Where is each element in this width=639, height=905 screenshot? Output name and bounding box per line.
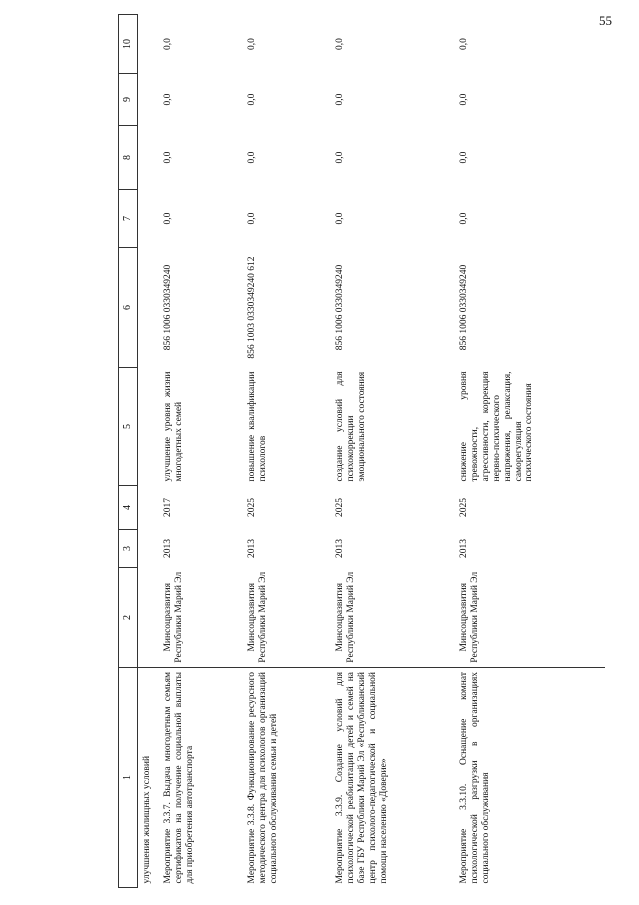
- value-col-9: 0,0: [246, 93, 257, 106]
- start-year: 2013: [458, 539, 469, 558]
- table-row: [243, 15, 331, 888]
- column-number-row: [119, 15, 138, 888]
- column-header: 5: [119, 368, 138, 486]
- value-col-8: 0,0: [334, 151, 345, 164]
- value-col-9: 0,0: [458, 93, 469, 106]
- end-year: 2025: [334, 498, 345, 517]
- program-table: [118, 14, 605, 888]
- value-col-10: 0,0: [334, 38, 345, 50]
- executor: Минсоцразвития Республики Марий Эл: [334, 571, 356, 663]
- end-year: 2025: [246, 498, 257, 517]
- measure-name: Мероприятие 3.3.7. Выдача многодетным семьям сертификатов на получение социальной выплаты для приобретения автотранспорта: [159, 668, 243, 888]
- start-year: 2013: [334, 539, 345, 558]
- measure-name: Мероприятие 3.3.10. Оснащение комнат психологической разгрузки в организациях социального обслуживания: [455, 668, 605, 888]
- value-col-7: 0,0: [334, 212, 345, 225]
- column-header: 1: [119, 668, 138, 888]
- value-col-7: 0,0: [458, 212, 469, 225]
- budget-code: 856 1006 0330349240: [334, 264, 345, 351]
- executor: Минсоцразвития Республики Марий Эл: [246, 571, 268, 663]
- column-header: 8: [119, 126, 138, 190]
- end-year: 2017: [162, 498, 173, 517]
- page-number: 55: [599, 13, 612, 28]
- column-header: 3: [119, 530, 138, 568]
- value-col-10: 0,0: [162, 38, 173, 50]
- start-year: 2013: [162, 539, 173, 558]
- value-col-7: 0,0: [246, 212, 257, 225]
- value-col-7: 0,0: [162, 212, 173, 225]
- budget-code: 856 1003 0330349240 612: [246, 256, 257, 359]
- column-header: 10: [119, 15, 138, 74]
- expected-result: повышение квалификации психологов: [246, 371, 268, 482]
- value-col-10: 0,0: [458, 38, 469, 50]
- column-header: 6: [119, 248, 138, 368]
- budget-code: 856 1006 0330349240: [162, 264, 173, 351]
- executor: Минсоцразвития Республики Марий Эл: [162, 571, 184, 663]
- end-year: 2025: [458, 498, 469, 517]
- continuation-row: [138, 15, 159, 888]
- start-year: 2013: [246, 539, 257, 558]
- rotated-table-container: [118, 15, 621, 888]
- column-header: 2: [119, 568, 138, 668]
- table-row: [159, 15, 243, 888]
- expected-result: создание условий для психокоррекции эмоционального состояния: [334, 371, 367, 482]
- value-col-9: 0,0: [334, 93, 345, 106]
- continuation-text: улучшения жилищных условий: [138, 668, 159, 888]
- measure-name: Мероприятие 3.3.9. Создание условий для психологической реабилитации детей и семей на базе ГБУ Республики Марий Эл «Республиканский центр психолого-педагогической и социальной помощи населению «Доверие»: [331, 668, 455, 888]
- value-col-8: 0,0: [246, 151, 257, 164]
- value-col-10: 0,0: [246, 38, 257, 50]
- table-row: [331, 15, 455, 888]
- measure-name: Мероприятие 3.3.8. Функционирование ресурсного методического центра для психологов организаций социального обслуживания семьи и детей: [243, 668, 331, 888]
- executor: Минсоцразвития Республики Марий Эл: [458, 571, 480, 663]
- value-col-8: 0,0: [162, 151, 173, 164]
- column-header: 9: [119, 74, 138, 126]
- value-col-9: 0,0: [162, 93, 173, 106]
- column-header: 4: [119, 486, 138, 530]
- table-row: [455, 15, 605, 888]
- column-header: 7: [119, 190, 138, 248]
- expected-result: снижение уровня тревожности, агрессивности, коррекция нервно-психического напряжения, релаксация, саморегуляция психического состояния: [458, 371, 535, 482]
- budget-code: 856 1006 0330349240: [458, 264, 469, 351]
- value-col-8: 0,0: [458, 151, 469, 164]
- expected-result: улучшение уровня жизни многодетных семей: [162, 371, 184, 482]
